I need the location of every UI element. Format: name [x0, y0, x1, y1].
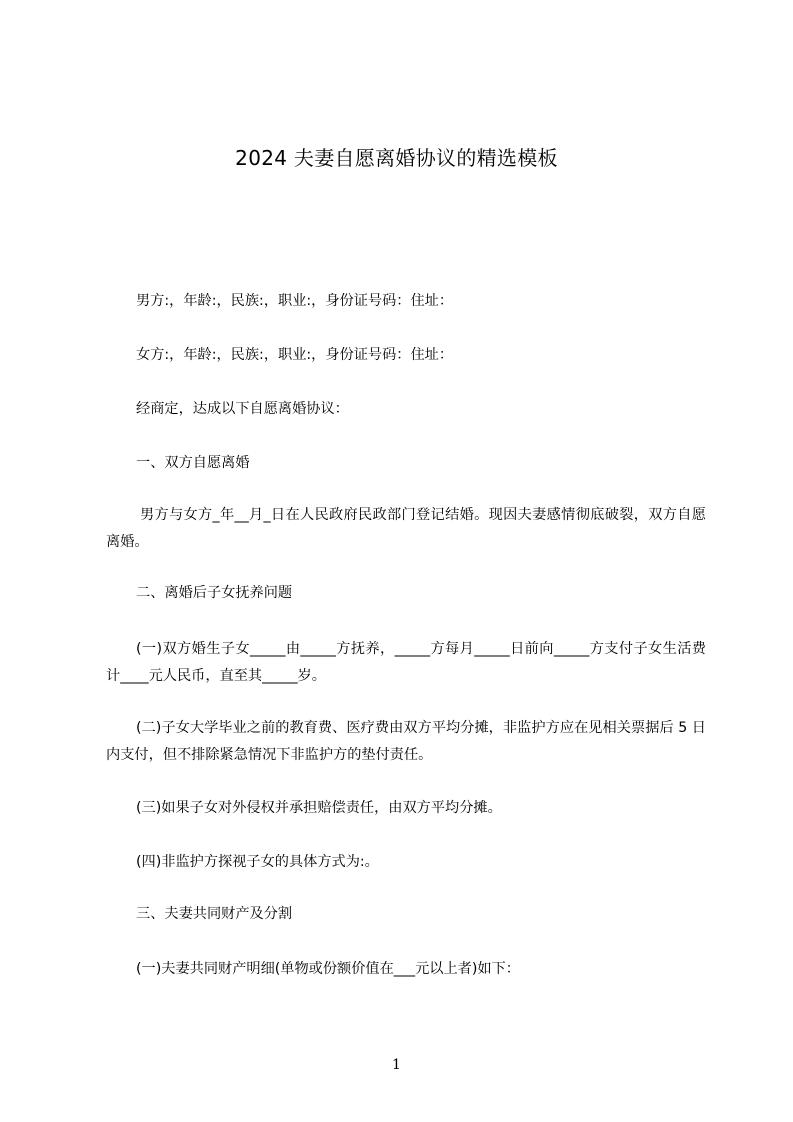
paragraph-female-party: 女方:，年龄:，民族:，职业:，身份证号码：住址： — [136, 347, 454, 363]
document-title: 2024 夫妻自愿离婚协议的精选模板 — [235, 146, 558, 170]
paragraph-property-list: (一)夫妻共同财产明细(单物或份额价值在___元以上者)如下： — [136, 961, 520, 977]
paragraph-agreement-intro: 经商定，达成以下自愿离婚协议： — [136, 401, 349, 417]
paragraph-child-custody: (一)双方婚生子女_____由_____方抚养，_____方每月_____日前向_____方支付子女生活费计____元人民币，直至其_____岁。 — [106, 641, 706, 684]
paragraph-marriage-registration: 男方与女方_年__月_日在人民政府民政部门登记结婚。现因夫妻感情彻底破裂，双方自愿离婚。 — [106, 507, 706, 550]
page-number: 1 — [392, 1057, 401, 1073]
paragraph-male-party: 男方:，年龄:，民族:，职业:，身份证号码：住址： — [136, 293, 454, 309]
section-heading-2: 二、离婚后子女抚养问题 — [136, 585, 293, 601]
paragraph-visitation: (四)非监护方探视子女的具体方式为:。 — [136, 854, 379, 870]
section-heading-1: 一、双方自愿离婚 — [136, 455, 250, 471]
paragraph-education-medical: (二)子女大学毕业之前的教育费、医疗费由双方平均分摊，非监护方应在见相关票据后 5 日内支付，但不排除紧急情况下非监护方的垫付责任。 — [106, 720, 706, 763]
section-heading-3: 三、夫妻共同财产及分割 — [136, 906, 293, 922]
paragraph-liability: (三)如果子女对外侵权并承担赔偿责任，由双方平均分摊。 — [136, 800, 502, 816]
